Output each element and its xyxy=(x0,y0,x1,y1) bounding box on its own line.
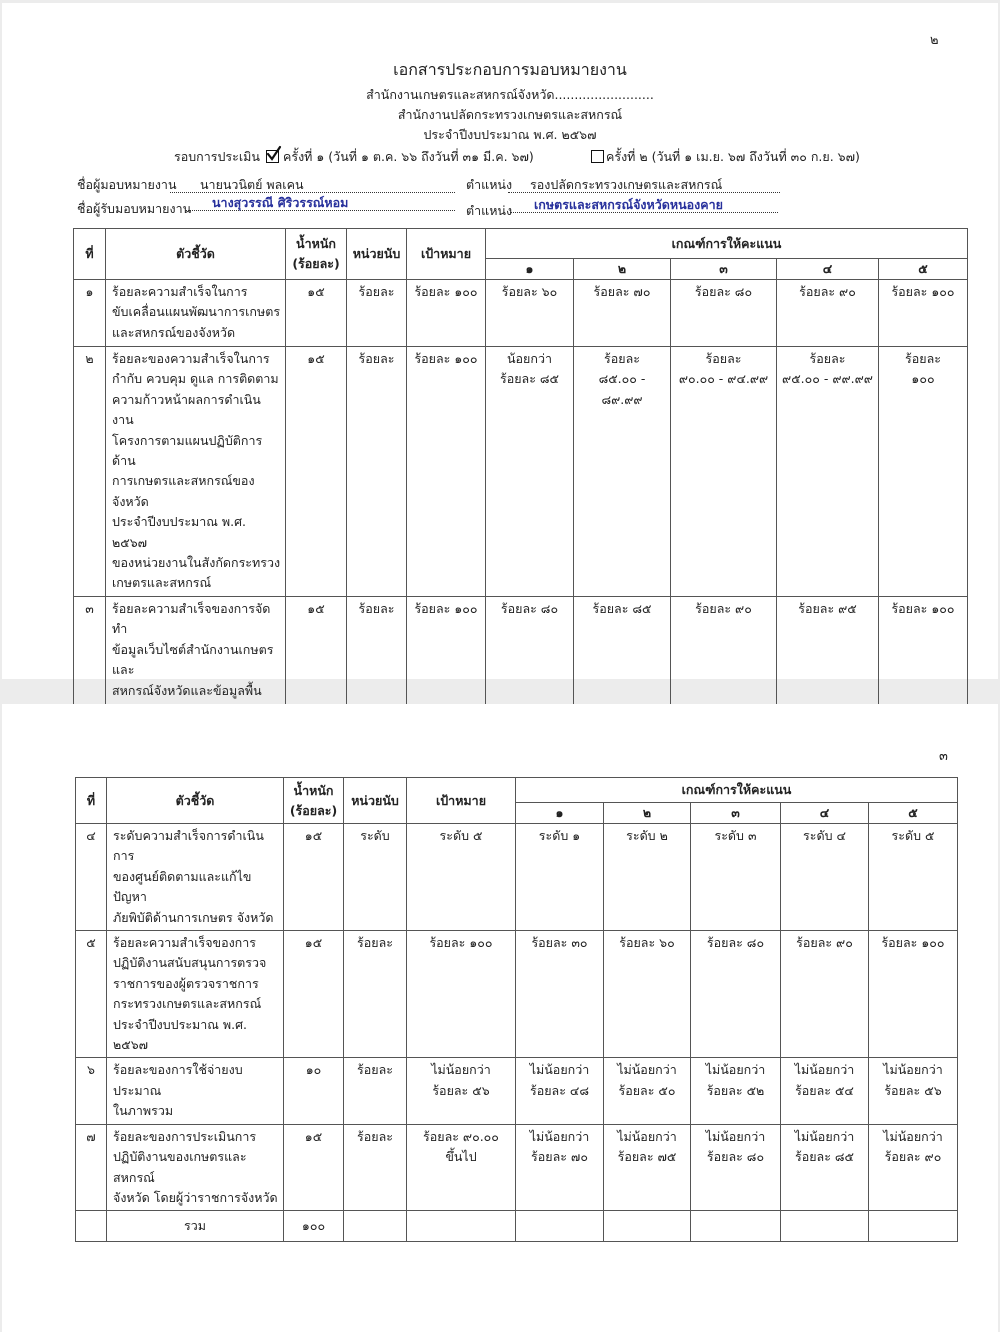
indicator-cell: ร้อยละของการใช้จ่ายงบประมาณ ในภาพรวม xyxy=(107,1058,284,1124)
round-2-checkbox xyxy=(591,150,604,163)
criteria-level-4-cell: ระดับ ๔ xyxy=(781,824,869,931)
indicator-cell: ร้อยละความสำเร็จในการ ขับเคลื่อนแผนพัฒนาการเกษตร และสหกรณ์ของจังหวัด xyxy=(106,280,286,347)
criteria-level-4-cell: ร้อยละ ๙๕.๐๐ - ๙๙.๙๙ xyxy=(777,347,879,597)
header-unit: หน่วยนับ xyxy=(347,229,407,280)
unit-cell: ร้อยละ xyxy=(344,1124,407,1211)
header-weight-line-1: น้ำหนัก xyxy=(296,236,336,251)
criteria-level-2-cell: ไม่น้อยกว่า ร้อยละ ๗๕ xyxy=(604,1124,691,1211)
criteria-level-2-cell: ร้อยละ ๘๕.๐๐ - ๘๙.๙๙ xyxy=(574,347,671,597)
criteria-level-5-cell: ร้อยละ ๑๐๐ xyxy=(879,280,968,347)
table-header-row xyxy=(74,229,968,259)
page-number: ๒ xyxy=(930,33,939,48)
criteria-level-3-cell: ร้อยละ ๘๐ xyxy=(691,931,781,1058)
criteria-level-2-cell: ระดับ ๒ xyxy=(604,824,691,931)
criteria-level-4-cell: ร้อยละ ๙๐ xyxy=(777,280,879,347)
header-level-5: ๕ xyxy=(879,259,968,280)
criteria-level-4-cell: ร้อยละ ๙๕ xyxy=(777,596,879,764)
header-level-4: ๔ xyxy=(777,259,879,280)
assignee-name: นางสุวรรณี ศิริวรรณ์หอม xyxy=(212,195,349,210)
target-cell: ร้อยละ ๑๐๐ xyxy=(407,596,486,764)
criteria-level-4-cell: ร้อยละ ๙๐ xyxy=(781,931,869,1058)
target-cell: ร้อยละ ๙๐.๐๐ ขึ้นไป xyxy=(407,1124,516,1211)
indicator-row-4 xyxy=(76,824,958,931)
criteria-level-3-cell: ร้อยละ ๘๐ xyxy=(671,280,777,347)
unit-cell: ร้อยละ xyxy=(347,596,407,764)
criteria-level-3-cell: ไม่น้อยกว่า ร้อยละ ๘๐ xyxy=(691,1124,781,1211)
target-cell: ร้อยละ ๑๐๐ xyxy=(407,931,516,1058)
row-number-cell: ๖ xyxy=(76,1058,107,1124)
total-empty-cell xyxy=(407,1211,516,1242)
assignee-label: ชื่อผู้รับมอบหมายงาน xyxy=(77,201,192,216)
table-header-row xyxy=(76,778,958,803)
header-criteria: เกณฑ์การให้คะแนน xyxy=(486,229,968,259)
total-empty-cell xyxy=(344,1211,407,1242)
criteria-level-1-cell: ร้อยละ ๘๐ xyxy=(486,596,574,764)
assigner-label: ชื่อผู้มอบหมายงาน xyxy=(77,177,177,192)
unit-cell: ร้อยละ xyxy=(347,280,407,347)
ministry-line: สำนักงานปลัดกระทรวงเกษตรและสหกรณ์ xyxy=(397,107,623,122)
criteria-level-5-cell: ร้อยละ ๑๐๐ xyxy=(879,596,968,764)
header-level-2: ๒ xyxy=(574,259,671,280)
criteria-level-3-cell: ไม่น้อยกว่า ร้อยละ ๕๒ xyxy=(691,1058,781,1124)
total-label: รวม xyxy=(107,1211,284,1242)
document-title: เอกสารประกอบการมอบหมายงาน xyxy=(393,60,627,79)
indicator-cell: ร้อยละความสำเร็จของการ ปฏิบัติงานสนับสนุนการตรวจ ราชการของผู้ตรวจราชการ กระทรวงเกษตรและสหกรณ์ ประจำปีงบประมาณ พ.ศ. ๒๕๖๗ xyxy=(107,931,284,1058)
indicator-row-2 xyxy=(74,347,968,597)
weight-cell: ๑๐ xyxy=(284,1058,344,1124)
row-number-cell: ๒ xyxy=(74,347,106,597)
unit-cell: ร้อยละ xyxy=(344,931,407,1058)
indicator-row-6 xyxy=(76,1058,958,1124)
document-page-1 xyxy=(2,3,998,698)
indicator-row-5 xyxy=(76,931,958,1058)
criteria-level-2-cell: ร้อยละ ๗๐ xyxy=(574,280,671,347)
criteria-level-4-cell: ไม่น้อยกว่า ร้อยละ ๘๕ xyxy=(781,1124,869,1211)
indicator-cell: ร้อยละของการประเมินการ ปฏิบัติงานของเกษตรและสหกรณ์ จังหวัด โดยผู้ว่าราชการจังหวัด xyxy=(107,1124,284,1211)
criteria-level-5-cell: ร้อยละ ๑๐๐ xyxy=(869,931,958,1058)
header-level-5: ๕ xyxy=(869,803,958,824)
weight-cell: ๑๕ xyxy=(286,596,347,764)
target-cell: ระดับ ๕ xyxy=(407,824,516,931)
weight-cell: ๑๕ xyxy=(284,824,344,931)
criteria-level-2-cell: ไม่น้อยกว่า ร้อยละ ๕๐ xyxy=(604,1058,691,1124)
header-level-2: ๒ xyxy=(604,803,691,824)
indicator-cell: ร้อยละความสำเร็จของการจัดทำ ข้อมูลเว็บไซต์สำนักงานเกษตรและ สหกรณ์จังหวัดและข้อมูลพื้น xyxy=(106,596,286,764)
criteria-level-1-cell: ร้อยละ ๓๐ xyxy=(516,931,604,1058)
criteria-level-5-cell: ร้อยละ ๑๐๐ xyxy=(879,347,968,597)
header-weight xyxy=(284,778,344,824)
total-row xyxy=(76,1211,958,1242)
indicator-row-1 xyxy=(74,280,968,347)
assignee-position-field xyxy=(510,197,778,213)
unit-cell: ร้อยละ xyxy=(344,1058,407,1124)
header-level-3: ๓ xyxy=(671,259,777,280)
header-target: เป้าหมาย xyxy=(407,778,516,824)
indicator-table-page-1 xyxy=(73,228,968,765)
target-cell: ร้อยละ ๑๐๐ xyxy=(407,347,486,597)
criteria-level-5-cell: ระดับ ๕ xyxy=(869,824,958,931)
assigner-name-field xyxy=(170,177,455,193)
page-number: ๓ xyxy=(939,749,948,764)
criteria-level-2-cell: ร้อยละ ๖๐ xyxy=(604,931,691,1058)
total-empty-cell xyxy=(869,1211,958,1242)
criteria-level-3-cell: ร้อยละ ๙๐.๐๐ - ๙๔.๙๙ xyxy=(671,347,777,597)
header-no: ที่ xyxy=(74,229,106,280)
criteria-level-5-cell: ไม่น้อยกว่า ร้อยละ ๙๐ xyxy=(869,1124,958,1211)
weight-cell: ๑๕ xyxy=(284,1124,344,1211)
header-weight-line-1: น้ำหนัก xyxy=(293,782,334,798)
total-empty-cell xyxy=(604,1211,691,1242)
checkmark-icon xyxy=(266,147,281,162)
criteria-level-5-cell: ไม่น้อยกว่า ร้อยละ ๕๖ xyxy=(869,1058,958,1124)
header-indicator: ตัวชี้วัด xyxy=(106,229,286,280)
header-level-4: ๔ xyxy=(781,803,869,824)
header-weight xyxy=(286,229,347,280)
indicator-cell: ร้อยละของความสำเร็จในการ กำกับ ควบคุม ดูแล การติดตาม ความก้าวหน้าผลการดำเนินงาน โครงการตามแผนปฏิบัติการด้าน การเกษตรและสหกรณ์ของจังหวัด ประจำปีงบประมาณ พ.ศ. ๒๕๖๗ ของหน่วยงานในสังกัดกระทรวง เกษตรและสหกรณ์ xyxy=(106,347,286,597)
assigner-position: รองปลัดกระทรวงเกษตรและสหกรณ์ xyxy=(530,177,723,192)
total-empty-no-cell xyxy=(76,1211,107,1242)
header-level-1: ๑ xyxy=(486,259,574,280)
assigner-name: นายนวนิตย์ พลเคน xyxy=(200,177,304,192)
unit-cell: ระดับ xyxy=(344,824,407,931)
criteria-level-1-cell: น้อยกว่า ร้อยละ ๘๕ xyxy=(486,347,574,597)
criteria-level-4-cell: ไม่น้อยกว่า ร้อยละ ๕๔ xyxy=(781,1058,869,1124)
row-number-cell: ๔ xyxy=(76,824,107,931)
criteria-level-3-cell: ร้อยละ ๙๐ xyxy=(671,596,777,764)
target-cell: ร้อยละ ๑๐๐ xyxy=(407,280,486,347)
unit-cell: ร้อยละ xyxy=(347,347,407,597)
header-weight-line-2: (ร้อยละ) xyxy=(289,802,338,818)
indicator-table-page-2 xyxy=(75,777,958,1242)
weight-cell: ๑๕ xyxy=(286,347,347,597)
header-level-3: ๓ xyxy=(691,803,781,824)
assignee-name-field xyxy=(185,195,455,211)
header-criteria: เกณฑ์การให้คะแนน xyxy=(516,778,958,803)
row-number-cell: ๗ xyxy=(76,1124,107,1211)
total-weight: ๑๐๐ xyxy=(284,1211,344,1242)
criteria-level-1-cell: ระดับ ๑ xyxy=(516,824,604,931)
round-2-text: ครั้งที่ ๒ (วันที่ ๑ เม.ย. ๖๗ ถึงวันที่ ๓๐ ก.ย. ๖๗) xyxy=(606,149,860,164)
office-line: สำนักงานเกษตรและสหกรณ์จังหวัด......................... xyxy=(366,87,654,102)
weight-cell: ๑๕ xyxy=(286,280,347,347)
header-unit: หน่วยนับ xyxy=(344,778,407,824)
total-empty-cell xyxy=(781,1211,869,1242)
header-no: ที่ xyxy=(76,778,107,824)
header-target: เป้าหมาย xyxy=(407,229,486,280)
row-number-cell: ๕ xyxy=(76,931,107,1058)
target-cell: ไม่น้อยกว่า ร้อยละ ๕๖ xyxy=(407,1058,516,1124)
total-empty-cell xyxy=(691,1211,781,1242)
criteria-level-1-cell: ไม่น้อยกว่า ร้อยละ ๔๘ xyxy=(516,1058,604,1124)
assignee-position: เกษตรและสหกรณ์จังหวัดหนองคาย xyxy=(534,197,723,212)
assigner-position-label: ตำแหน่ง xyxy=(466,177,513,192)
criteria-level-1-cell: ร้อยละ ๖๐ xyxy=(486,280,574,347)
assignee-position-label: ตำแหน่ง xyxy=(466,203,513,218)
header-weight-line-2: (ร้อยละ) xyxy=(292,256,340,271)
criteria-level-3-cell: ระดับ ๓ xyxy=(691,824,781,931)
total-empty-cell xyxy=(516,1211,604,1242)
criteria-level-2-cell: ร้อยละ ๘๕ xyxy=(574,596,671,764)
row-number-cell: ๑ xyxy=(74,280,106,347)
assigner-position-field xyxy=(508,177,780,193)
indicator-row-7 xyxy=(76,1124,958,1211)
fiscal-year-line: ประจำปีงบประมาณ พ.ศ. ๒๕๖๗ xyxy=(423,127,597,142)
weight-cell: ๑๕ xyxy=(284,931,344,1058)
round-1-text: ครั้งที่ ๑ (วันที่ ๑ ต.ค. ๖๖ ถึงวันที่ ๓๑ มี.ค. ๖๗) xyxy=(283,149,534,164)
header-indicator: ตัวชี้วัด xyxy=(107,778,284,824)
row-number-cell: ๓ xyxy=(74,596,106,764)
indicator-cell: ระดับความสำเร็จการดำเนินการ ของศูนย์ติดตามและแก้ไขปัญหา ภัยพิบัติด้านการเกษตร จังหวัด xyxy=(107,824,284,931)
criteria-level-1-cell: ไม่น้อยกว่า ร้อยละ ๗๐ xyxy=(516,1124,604,1211)
round-1-checkbox xyxy=(266,150,279,163)
header-level-1: ๑ xyxy=(516,803,604,824)
document-page-2 xyxy=(2,704,998,1332)
evaluation-round-label: รอบการประเมิน xyxy=(174,149,260,164)
